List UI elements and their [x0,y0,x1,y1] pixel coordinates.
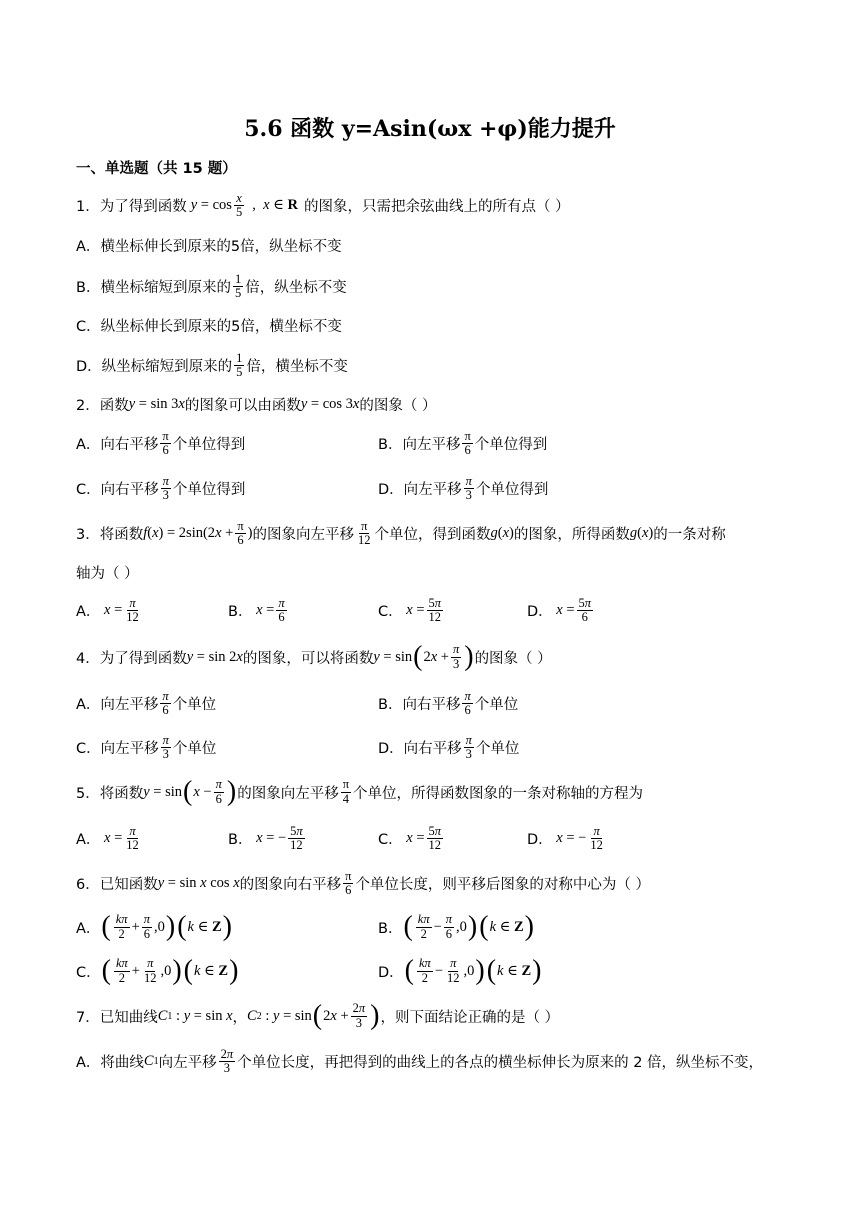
question-4-option-b[interactable]: B．向右平移 $\frac{\pi}{6}$ 个单位 [378,689,519,718]
question-6-stem: 6．已知函数 y = sin x cos x 的图象向右平移 $\frac{\pi}{6}$ 个单位长度，则平移后图象的对称中心为（ ） [76,869,651,898]
question-5-option-c[interactable]: C． x = $\frac{5\pi}{12}$ [378,824,442,853]
question-7-stem: 7．已知曲线 C 1 : y = sin x ， C 2 : y = sin ( 2 x + $\frac{2\pi}{3}$ ) ，则下面结论正确的是（ ） [76,1000,560,1031]
question-6-option-a[interactable]: A． ( $\frac{k\pi}{2}$ + $\frac{\pi}{6}$ ,0 ) ( k ∈ Z ) [76,911,232,942]
question-3-stem-cont: 轴为（ ） [76,566,139,582]
question-5-option-a[interactable]: A． x = $\frac{\pi}{12}$ [76,824,139,853]
question-1-option-c[interactable]: C．纵坐标伸长到原来的5倍，横坐标不变 [76,319,342,335]
question-3-option-a[interactable]: A． x = $\frac{\pi}{12}$ [76,596,139,625]
question-3-option-b[interactable]: B． x = $\frac{\pi}{6}$ [228,596,285,625]
question-1-option-a[interactable]: A．横坐标伸长到原来的5倍，纵坐标不变 [76,239,342,255]
question-3-stem: 3．将函数 f ( x ) = 2sin(2 x + $\frac{\pi}{6}$ ) 的图象向左平移 $\frac{\pi}{12}$ 个单位，得到函数 g ( x ) 的图象，所得函数 g ( x ) 的一条对称 [76,519,726,548]
question-4-stem: 4．为了得到函数 y = sin 2 x 的图象，可以将函数 y = sin ( 2 x + $\frac{\pi}{3}$ ) 的图象（ ） [76,641,552,672]
question-3-option-d[interactable]: D． x = $\frac{5\pi}{6}$ [527,596,592,625]
question-4-option-d[interactable]: D．向右平移 $\frac{\pi}{3}$ 个单位 [378,733,520,762]
question-5-option-b[interactable]: B． x = − $\frac{5\pi}{12}$ [228,824,303,853]
question-6-option-c[interactable]: C． ( $\frac{k\pi}{2}$ + $\frac{\pi}{12}$ ,0 ) ( k ∈ Z ) [76,955,239,986]
question-7-option-a[interactable]: A．将曲线 C 1 向左平移 $\frac{2\pi}{3}$ 个单位长度，再把得到的曲线上的各点的横坐标伸长为原来的 2 倍，纵坐标不变， [76,1047,764,1076]
question-1-option-d[interactable]: D．纵坐标缩短到原来的 $\frac{1}{5}$ 倍，横坐标不变 [76,351,348,380]
question-2-stem: 2．函数 y = sin 3 x 的图象可以由函数 y = cos 3 x 的图象（ ） [76,396,437,414]
question-6-option-d[interactable]: D． ( $\frac{k\pi}{2}$ − $\frac{\pi}{12}$ ,0 ) ( k ∈ Z ) [378,955,542,986]
question-2-option-a[interactable]: A．向右平移 $\frac{\pi}{6}$ 个单位得到 [76,429,246,458]
question-2-option-c[interactable]: C．向右平移 $\frac{\pi}{3}$ 个单位得到 [76,474,246,503]
question-1-stem: 1．为了得到函数 y = cos $\frac{x}{5}$ , x ∈ R 的图象，只需把余弦曲线上的所有点（ ） [76,191,570,220]
question-2-option-d[interactable]: D．向左平移 $\frac{\pi}{3}$ 个单位得到 [378,474,549,503]
question-5-option-d[interactable]: D． x = − $\frac{\pi}{12}$ [527,824,603,853]
section-heading: 一、单选题（共 15 题） [76,161,237,177]
question-3-option-c[interactable]: C． x = $\frac{5\pi}{12}$ [378,596,442,625]
question-5-stem: 5．将函数 y = sin ( x − $\frac{\pi}{6}$ ) 的图象向左平移 $\frac{\pi}{4}$ 个单位，所得函数图象的一条对称轴的方程为 [76,776,644,807]
question-4-option-c[interactable]: C．向左平移 $\frac{\pi}{3}$ 个单位 [76,733,217,762]
question-2-option-b[interactable]: B．向左平移 $\frac{\pi}{6}$ 个单位得到 [378,429,548,458]
question-4-option-a[interactable]: A．向左平移 $\frac{\pi}{6}$ 个单位 [76,689,217,718]
question-6-option-b[interactable]: B． ( $\frac{k\pi}{2}$ − $\frac{\pi}{6}$ ,0 ) ( k ∈ Z ) [378,911,534,942]
question-1-option-b[interactable]: B．横坐标缩短到原来的 $\frac{1}{5}$ 倍，纵坐标不变 [76,272,347,301]
page-title: 5.6 函数 y=Asin(ωx +φ)能力提升 [244,116,616,142]
